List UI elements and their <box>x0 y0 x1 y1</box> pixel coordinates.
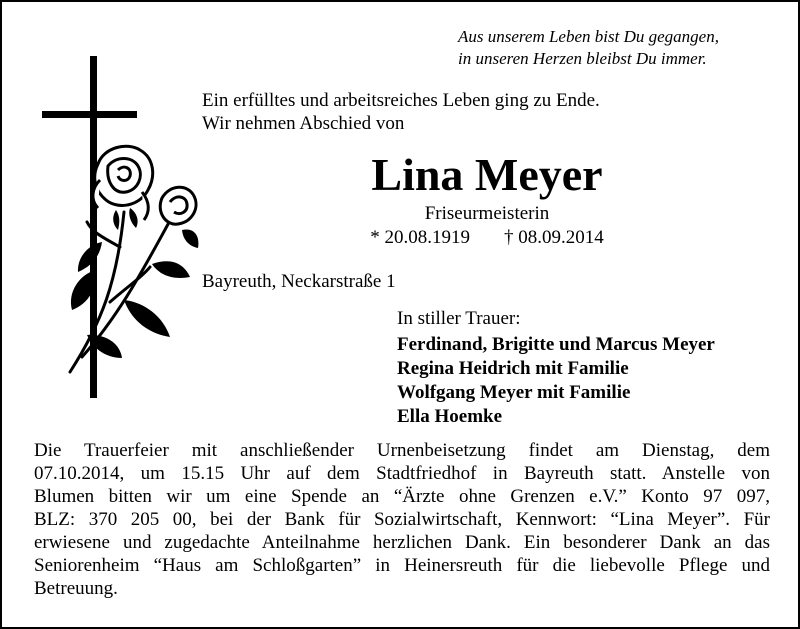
mourner-family: Wolfgang Meyer mit Familie <box>397 382 631 403</box>
motto-line: in unseren Herzen bleibst Du immer. <box>458 49 707 68</box>
birth-date: * 20.08.1919 <box>370 227 470 248</box>
life-dates <box>302 226 672 249</box>
motto-verse <box>458 26 778 70</box>
mourner-family: Ferdinand, Brigitte und Marcus Meyer <box>397 334 715 355</box>
closing-line: Blumen bitten wir um eine Spende an “Ärzte ohne Grenzen e.V.” Konto 97 097, <box>34 486 770 507</box>
deceased-profession: Friseurmeisterin <box>424 203 550 224</box>
intro-text <box>202 89 600 135</box>
closing-line: Seniorenheim “Haus am Schloßgarten” in Heinersreuth für die liebevolle Pflege und <box>34 555 770 576</box>
address-line: Bayreuth, Neckarstraße 1 <box>202 271 396 292</box>
intro-line: Ein erfülltes und arbeitsreiches Leben ging zu Ende. <box>202 90 600 111</box>
funeral-details <box>34 439 770 600</box>
deceased-name: Lina Meyer <box>371 149 603 200</box>
mourners-lead: In stiller Trauer: <box>397 308 521 329</box>
mourners-block <box>397 307 715 429</box>
intro-line: Wir nehmen Abschied von <box>202 113 405 134</box>
mourner-family: Regina Heidrich mit Familie <box>397 358 629 379</box>
closing-line: erwiesene und zugedachte Anteilnahme herzlichen Dank. Ein besonderer Dank an das <box>34 532 770 553</box>
closing-line: Die Trauerfeier mit anschließender Urnenbeisetzung findet am Dienstag, dem <box>34 440 770 461</box>
mourner-family: Ella Hoemke <box>397 406 503 427</box>
death-date: † 08.09.2014 <box>504 227 604 248</box>
closing-line: 07.10.2014, um 15.15 Uhr auf dem Stadtfriedhof in Bayreuth statt. Anstelle von <box>34 463 770 484</box>
closing-line: BLZ: 370 205 00, bei der Bank für Sozialwirtschaft, Kennwort: “Lina Meyer”. Für <box>34 509 770 530</box>
cross-rose-illustration <box>32 52 202 402</box>
cross-and-roses-emblem <box>32 52 202 407</box>
motto-line: Aus unserem Leben bist Du gegangen, <box>458 27 719 46</box>
closing-line: Betreuung. <box>34 578 118 599</box>
